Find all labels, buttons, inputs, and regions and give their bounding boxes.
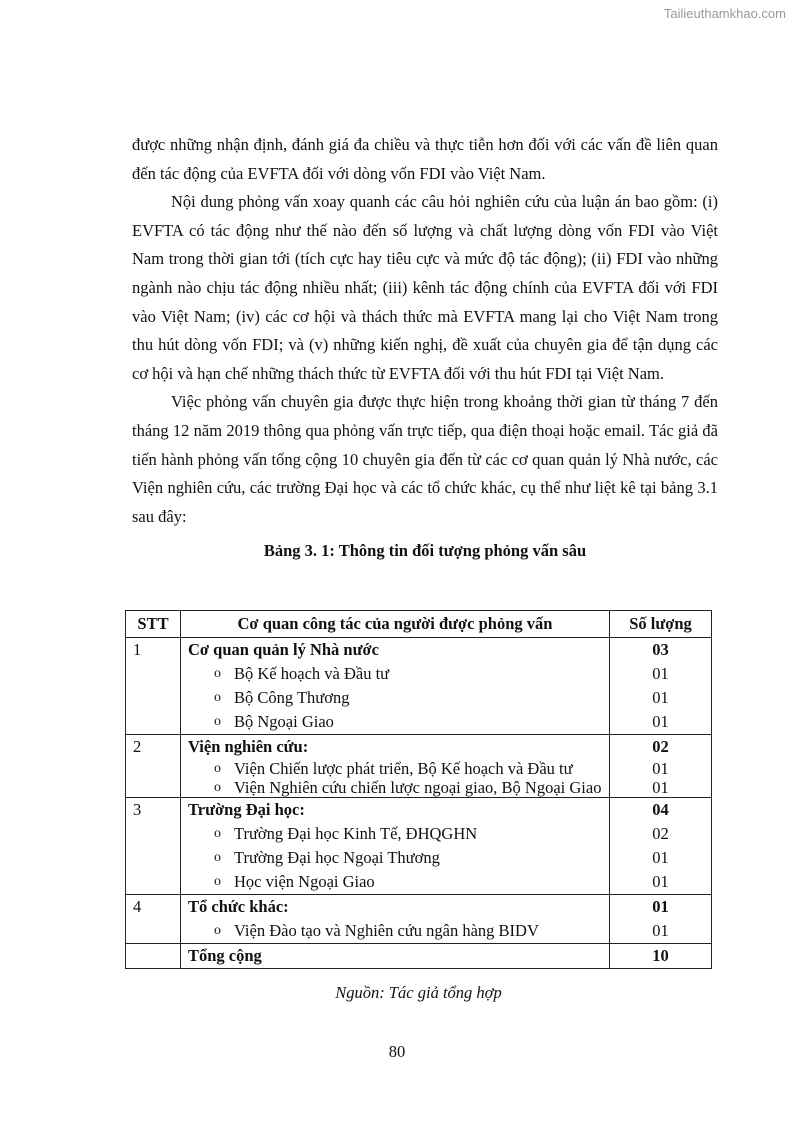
paragraph-2: Nội dung phỏng vấn xoay quanh các câu hỏi nghiên cứu của luận án bao gồm: (i) EVFTA có tác động như thế nào đến số lượng và chất lượng dòng vốn FDI vào Việt Nam trong thời gian tới (tích cực hay tiêu cực và mức độ tác động); (ii) FDI vào những ngành nào chịu tác động nhiều nhất; (iii) kênh tác động chính của EVFTA đối với FDI vào Việt Nam; (iv) các cơ hội và thách thức mà EVFTA mang lại cho Việt Nam trong thu hút dòng vốn FDI; và (v) những kiến nghị, đề xuất của chuyên gia để tận dụng các cơ hội và hạn chế những thách thức từ EVFTA đối với thu hút FDI tại Việt Nam. bbox=[132, 192, 718, 383]
table-row-group-2 bbox=[126, 735, 712, 798]
group-2-quantities bbox=[610, 735, 712, 798]
item-label: Viện Nghiên cứu chiến lược ngoại giao, Bộ Ngoại Giao bbox=[234, 778, 602, 797]
list-item bbox=[188, 822, 602, 846]
item-count: 01 bbox=[652, 778, 669, 797]
watermark-text: Tailieuthamkhao.com bbox=[663, 6, 786, 21]
group-1-organizations bbox=[181, 638, 610, 735]
paragraph-3: Việc phỏng vấn chuyên gia được thực hiện trong khoảng thời gian từ tháng 7 đến tháng 12 năm 2019 thông qua phỏng vấn trực tiếp, qua điện thoại hoặc email. Tác giả đã tiến hành phỏng vấn tổng cộng 10 chuyên gia đến từ các cơ quan quản lý Nhà nước, các Viện nghiên cứu, các trường Đại học và các tổ chức khác, cụ thể như liệt kê tại bảng 3.1 sau đây: bbox=[132, 392, 718, 526]
header-stt: STT bbox=[126, 611, 181, 638]
list-item bbox=[188, 759, 602, 778]
bullet-icon: o bbox=[214, 874, 221, 889]
list-item bbox=[188, 686, 602, 710]
item-label: Học viện Ngoại Giao bbox=[234, 872, 375, 891]
item-label: Bộ Công Thương bbox=[234, 688, 350, 707]
item-count: 01 bbox=[652, 712, 669, 731]
group-4-stt: 4 bbox=[126, 895, 181, 944]
group-4-title: Tổ chức khác: bbox=[188, 897, 289, 916]
item-label: Viện Chiến lược phát triển, Bộ Kế hoạch và Đầu tư bbox=[234, 759, 573, 778]
bullet-icon: o bbox=[214, 690, 221, 705]
item-count: 02 bbox=[652, 824, 669, 843]
item-label: Trường Đại học Kinh Tế, ĐHQGHN bbox=[234, 824, 478, 843]
group-1-quantities bbox=[610, 638, 712, 735]
group-1-title: Cơ quan quản lý Nhà nước bbox=[188, 640, 379, 659]
header-organization: Cơ quan công tác của người được phỏng vấn bbox=[181, 611, 610, 638]
table-header-row bbox=[126, 611, 712, 638]
body-text bbox=[132, 131, 718, 566]
group-4-total: 01 bbox=[652, 897, 669, 916]
group-3-stt: 3 bbox=[126, 798, 181, 895]
group-4-organizations bbox=[181, 895, 610, 944]
list-item bbox=[188, 919, 602, 943]
list-item bbox=[188, 846, 602, 870]
list-item bbox=[188, 778, 602, 797]
item-label: Bộ Ngoại Giao bbox=[234, 712, 334, 731]
total-label: Tổng cộng bbox=[181, 944, 610, 969]
page-number: 80 bbox=[388, 1042, 406, 1061]
group-2-stt: 2 bbox=[126, 735, 181, 798]
interview-table bbox=[125, 610, 712, 969]
item-label: Trường Đại học Ngoại Thương bbox=[234, 848, 440, 867]
item-count: 01 bbox=[652, 872, 669, 891]
item-count: 01 bbox=[652, 688, 669, 707]
bullet-icon: o bbox=[214, 666, 221, 681]
group-3-title: Trường Đại học: bbox=[188, 800, 305, 819]
paragraph-1: được những nhận định, đánh giá đa chiều và thực tiễn hơn đối với các vấn đề liên quan đến tác động của EVFTA đối với dòng vốn FDI vào Việt Nam. bbox=[132, 135, 718, 183]
item-label: Bộ Kế hoạch và Đầu tư bbox=[234, 664, 390, 683]
group-1-total: 03 bbox=[652, 640, 669, 659]
group-1-stt: 1 bbox=[126, 638, 181, 735]
total-stt bbox=[126, 944, 181, 969]
bullet-icon: o bbox=[214, 850, 221, 865]
item-count: 01 bbox=[652, 921, 669, 940]
list-item bbox=[188, 710, 602, 734]
table-row-group-4 bbox=[126, 895, 712, 944]
header-quantity: Số lượng bbox=[610, 611, 712, 638]
table-row-group-3 bbox=[126, 798, 712, 895]
list-item bbox=[188, 662, 602, 686]
group-2-title: Viện nghiên cứu: bbox=[188, 737, 309, 756]
item-count: 01 bbox=[652, 759, 669, 778]
bullet-icon: o bbox=[214, 923, 221, 938]
group-2-organizations bbox=[181, 735, 610, 798]
bullet-icon: o bbox=[214, 780, 221, 795]
bullet-icon: o bbox=[214, 714, 221, 729]
group-2-total: 02 bbox=[652, 737, 669, 756]
table-caption: Bảng 3. 1: Thông tin đối tượng phỏng vấn sâu bbox=[263, 541, 587, 561]
bullet-icon: o bbox=[214, 761, 221, 776]
list-item bbox=[188, 870, 602, 894]
group-4-quantities bbox=[610, 895, 712, 944]
item-count: 01 bbox=[652, 664, 669, 683]
group-3-total: 04 bbox=[652, 800, 669, 819]
table-row-group-1 bbox=[126, 638, 712, 735]
item-count: 01 bbox=[652, 848, 669, 867]
group-3-quantities bbox=[610, 798, 712, 895]
table-source: Nguồn: Tác giả tổng hợp bbox=[335, 983, 502, 1002]
bullet-icon: o bbox=[214, 826, 221, 841]
total-value: 10 bbox=[610, 944, 712, 969]
table-total-row bbox=[126, 944, 712, 969]
item-label: Viện Đào tạo và Nghiên cứu ngân hàng BIDV bbox=[234, 921, 539, 940]
group-3-organizations bbox=[181, 798, 610, 895]
